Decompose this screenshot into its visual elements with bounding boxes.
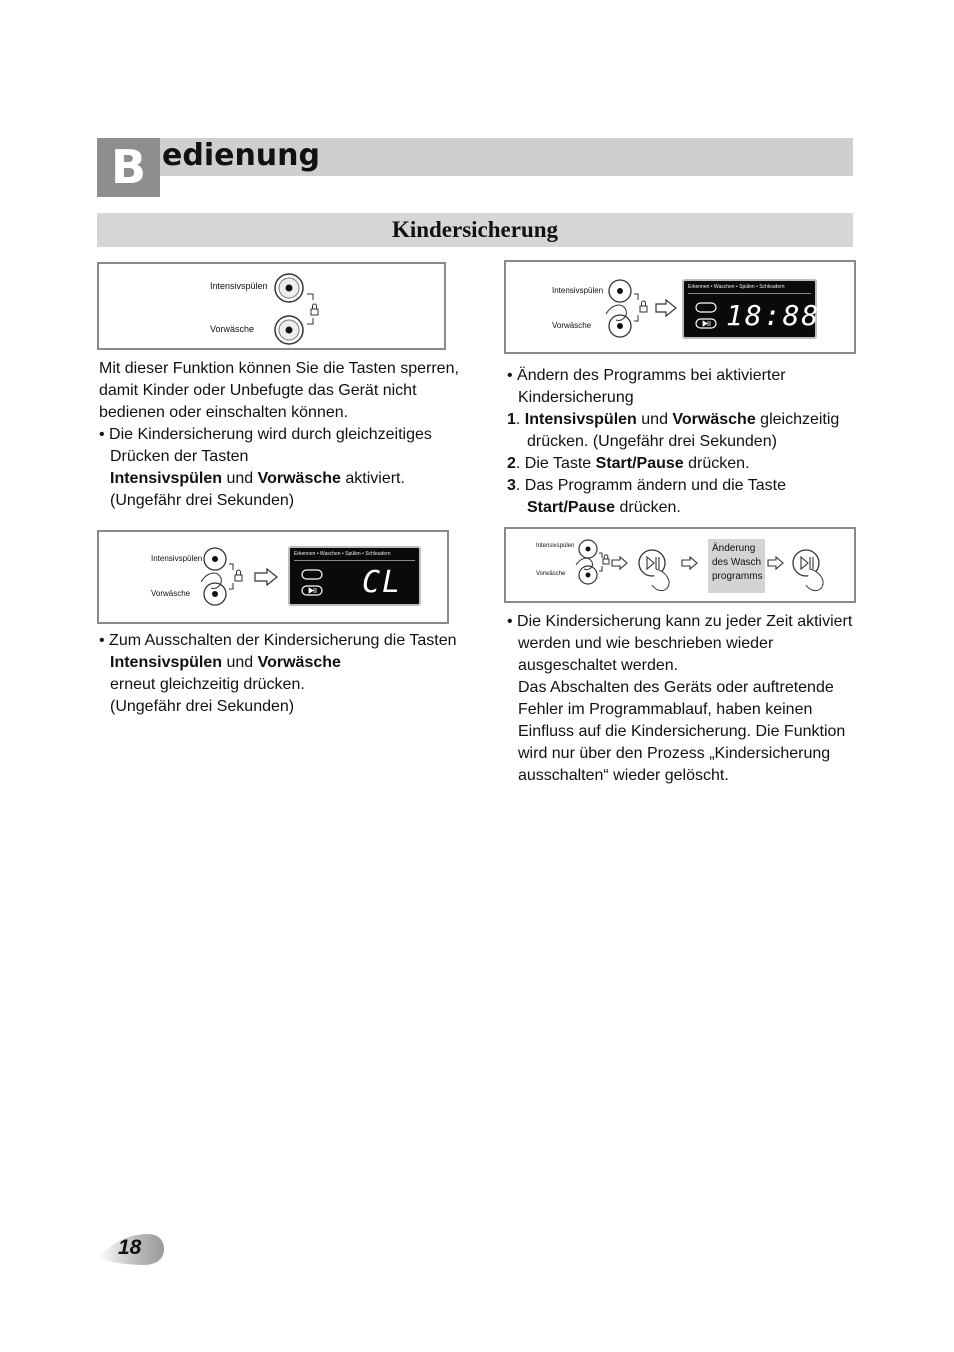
key-prewash: Vorwäsche: [257, 470, 341, 487]
display-status-icons: [300, 568, 326, 600]
figure-label-prewash: Vorwäsche: [210, 324, 255, 334]
display-status-icons: [694, 301, 720, 333]
step-3-continued: [507, 497, 857, 519]
intro-paragraph: Mit dieser Funktion können Sie die Tasten sperren, damit Kinder oder Unbefugte das Gerät nicht bedienen oder einschalten können.: [99, 360, 459, 421]
key-start-pause: Start/Pause: [595, 455, 684, 472]
header-initial: B: [97, 138, 160, 197]
step-number: 3: [507, 477, 516, 494]
left-text-block-2: [99, 630, 459, 718]
step-3-text: . Das Programm ändern und die Taste: [515, 477, 786, 494]
right-text-block-2: [507, 611, 861, 787]
activation-duration: (Ungefähr drei Sekunden): [110, 492, 295, 509]
lcd-display: [682, 279, 821, 339]
button-press-icon: [197, 542, 281, 610]
figure-label-prewash: Vorwäsche: [536, 571, 566, 577]
info-paragraph: Das Abschalten des Geräts oder auftretende Fehler im Programmablauf, haben keinen Einfluss auf die Kindersicherung. Die Funktion wird nur über den Prozess „Kindersicherung ausschalten“ wieder gelöscht.: [518, 679, 846, 784]
deactivation-text: • Zum Ausschalten der Kindersicherung die Tasten: [99, 632, 457, 649]
key-intensive: Intensivspülen: [524, 411, 637, 428]
display-divider: [294, 560, 415, 561]
activation-text: • Die Kindersicherung wird durch gleichzeitiges Drücken der Tasten: [99, 426, 432, 465]
right-text-block-1: [507, 365, 857, 519]
and-text: und: [636, 411, 673, 428]
step-2-text: . Die Taste: [515, 455, 596, 472]
display-stage-indicators: Erkennen • Waschen • Spülen • Schleudern: [294, 551, 391, 557]
program-change-box: [708, 539, 765, 593]
figure-lock-display: [97, 530, 449, 624]
left-text-block-1: [99, 358, 459, 512]
step-1: 1. Intensivspülen und Vorwäsche gleichzeitig drücken. (Ungefähr drei Sekunden): [507, 411, 840, 450]
display-time: 18:88: [726, 299, 821, 332]
step-1-text: gleichzeitig drücken. (Ungefähr drei Sekunden): [527, 411, 840, 450]
step-2: [507, 453, 857, 475]
figure-label-prewash: Vorwäsche: [552, 321, 592, 330]
figure-label-intensive: Intensivspülen: [536, 543, 575, 549]
step-2-suffix: drücken.: [683, 455, 750, 472]
key-prewash: Vorwäsche: [257, 654, 341, 671]
and-text: und: [222, 470, 258, 487]
button-pair-icon: [269, 270, 329, 346]
deactivation-bullet: [99, 630, 459, 674]
sequence-icons: [568, 535, 702, 597]
change-program-bullet: • Ändern des Programms bei aktivierter Kindersicherung: [507, 367, 786, 406]
activation-suffix: aktiviert.: [340, 470, 405, 487]
step-number: 2: [507, 455, 516, 472]
figure-label-prewash: Vorwäsche: [151, 589, 191, 598]
program-change-line-2: des Wasch: [712, 557, 762, 568]
program-change-line-3: programms: [712, 571, 763, 582]
deactivation-action: erneut gleichzeitig drücken.: [110, 676, 305, 693]
activation-bullet: [99, 424, 459, 490]
section-title: Kindersicherung: [391, 217, 559, 242]
display-stage-indicators: Erkennen • Waschen • Spülen • Schleudern: [688, 284, 785, 290]
step-3: [507, 475, 857, 497]
deactivation-duration: (Ungefähr drei Sekunden): [110, 698, 295, 715]
figure-label-intensive: Intensivspülen: [552, 286, 604, 295]
figure-program-display: [504, 260, 856, 354]
button-press-icon: [602, 274, 682, 342]
page-title: edienung: [162, 138, 320, 173]
start-pause-press-icon: [766, 535, 850, 597]
figure-label-intensive: Intensivspülen: [151, 554, 203, 563]
info-bullet: • Die Kindersicherung kann zu jeder Zeit aktiviert werden und wie beschrieben wieder ausgeschaltet werden.: [507, 613, 853, 674]
key-start-pause: Start/Pause: [527, 499, 616, 516]
figure-change-program-sequence: [504, 527, 856, 603]
display-divider: [688, 293, 811, 294]
display-code: CL: [362, 565, 403, 600]
and-text: und: [222, 654, 258, 671]
figure-label-intensive: Intensivspülen: [210, 281, 268, 291]
key-prewash: Vorwäsche: [672, 411, 756, 428]
page-number: 18: [118, 1236, 142, 1259]
key-intensive: Intensivspülen: [110, 654, 223, 671]
step-number: 1: [507, 411, 516, 428]
lcd-display: [288, 546, 421, 606]
figure-activate-buttons: [97, 262, 446, 350]
program-change-line-1: Änderung: [712, 543, 756, 554]
step-3-suffix: drücken.: [615, 499, 681, 516]
key-intensive: Intensivspülen: [110, 470, 223, 487]
